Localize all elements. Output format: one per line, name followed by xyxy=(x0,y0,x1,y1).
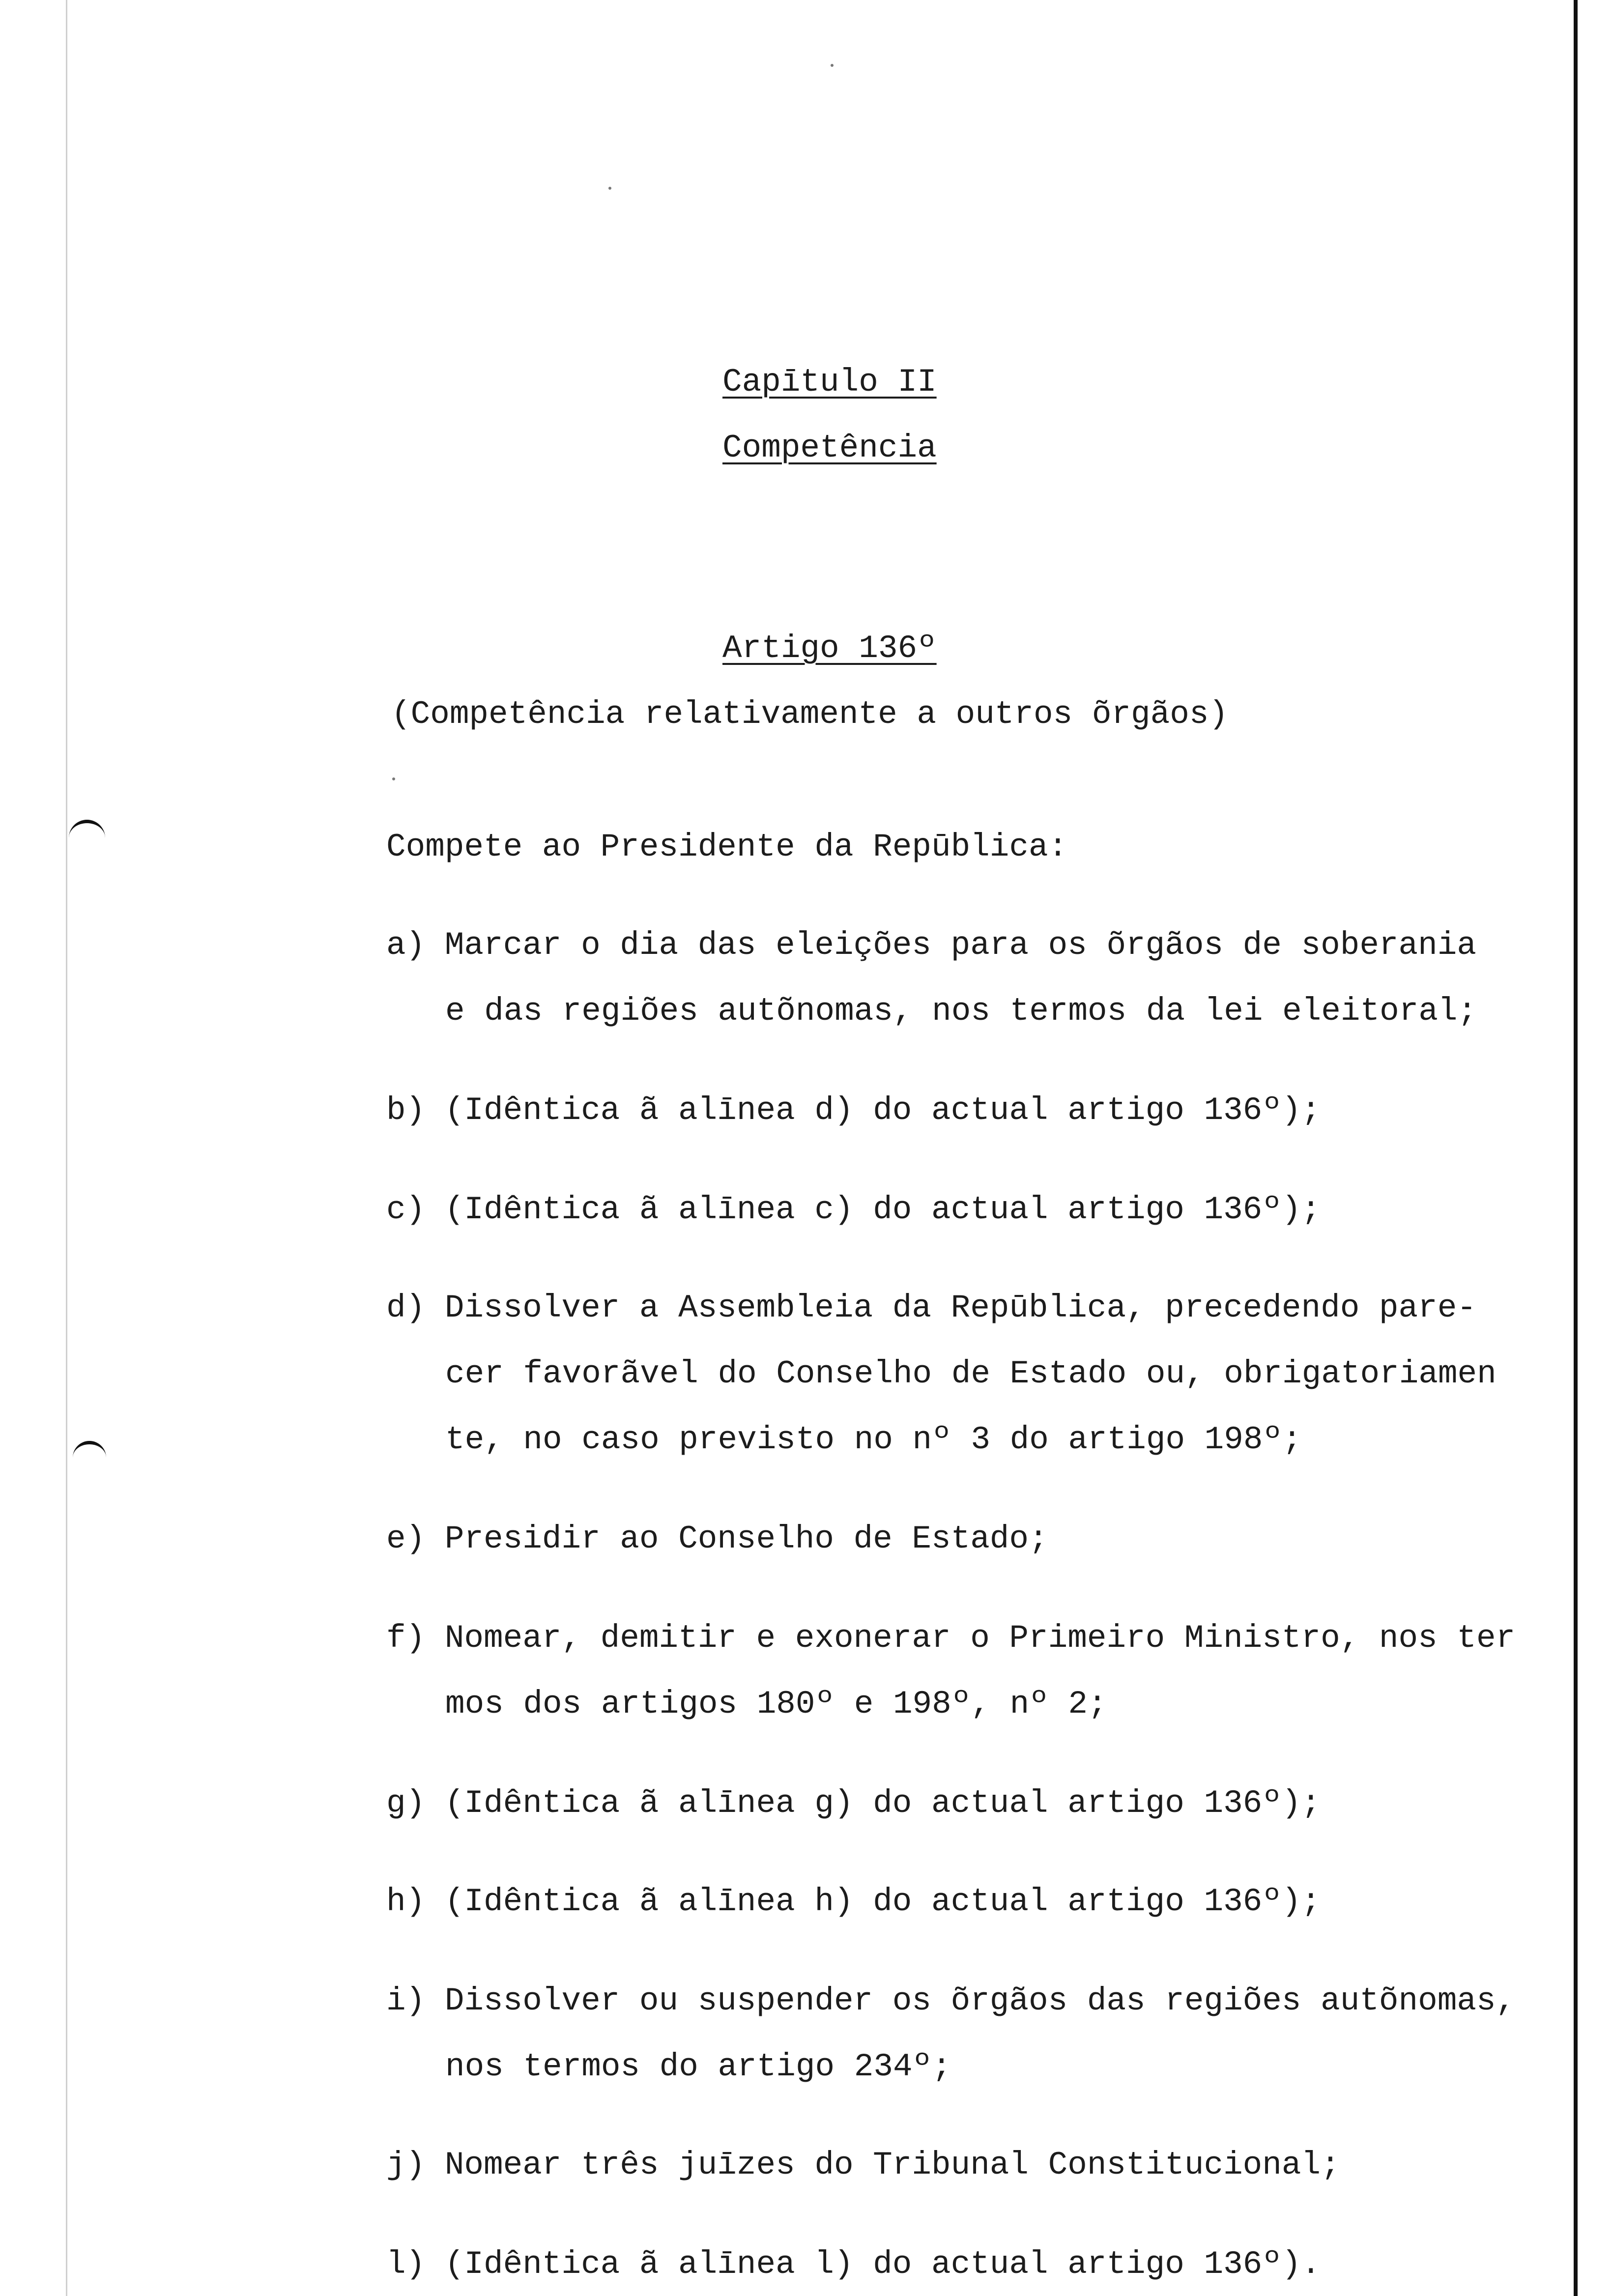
item-d-line-3: te, no caso previsto no nº 3 do artigo 198º; xyxy=(445,1421,1302,1458)
stray-dot xyxy=(831,64,834,67)
item-b: b) (Idêntica ã alīnea d) do actual artigo 136º); xyxy=(386,1092,1321,1129)
item-e: e) Presidir ao Conselho de Estado; xyxy=(386,1521,1048,1557)
margin-mark xyxy=(73,1441,106,1459)
stray-dot xyxy=(608,187,611,190)
item-d-line-1: d) Dissolver a Assembleia da Repūblica, precedendo pare- xyxy=(386,1290,1476,1326)
left-margin-line xyxy=(66,0,67,2296)
margin-mark xyxy=(69,820,105,838)
section-heading: Competência xyxy=(722,430,937,466)
intro-text: Compete ao Presidente da Repūblica: xyxy=(386,829,1068,865)
item-f-line-1: f) Nomear, demitir e exonerar o Primeiro Ministro, nos ter xyxy=(386,1620,1516,1657)
item-d-line-2: cer favorãvel do Conselho de Estado ou, obrigatoriamen xyxy=(445,1355,1497,1392)
right-margin-line xyxy=(1574,0,1578,2296)
chapter-heading: Capītulo II xyxy=(722,364,937,401)
item-i-line-2: nos termos do artigo 234º; xyxy=(445,2048,951,2085)
item-a-line-1: a) Marcar o dia das eleições para os õrgãos de soberania xyxy=(386,927,1476,964)
item-h: h) (Idêntica ã alīnea h) do actual artigo 136º); xyxy=(386,1883,1321,1920)
item-g: g) (Idêntica ã alīnea g) do actual artigo 136º); xyxy=(386,1785,1321,1822)
article-heading: Artigo 136º xyxy=(722,630,937,667)
article-subtitle: (Competência relativamente a outros õrgãos) xyxy=(391,696,1229,733)
item-j: j) Nomear três juīzes do Tribunal Constitucional; xyxy=(386,2147,1340,2183)
stray-dot xyxy=(392,777,395,780)
item-c: c) (Idêntica ã alīnea c) do actual artigo 136º); xyxy=(386,1191,1321,1228)
item-i-line-1: i) Dissolver ou suspender os õrgãos das regiões autõnomas, xyxy=(386,1982,1516,2019)
item-f-line-2: mos dos artigos 180º e 198º, nº 2; xyxy=(445,1686,1107,1722)
item-a-line-2: e das regiões autõnomas, nos termos da lei eleitoral; xyxy=(445,993,1477,1030)
item-l: l) (Idêntica ã alīnea l) do actual artigo 136º). xyxy=(386,2246,1321,2283)
